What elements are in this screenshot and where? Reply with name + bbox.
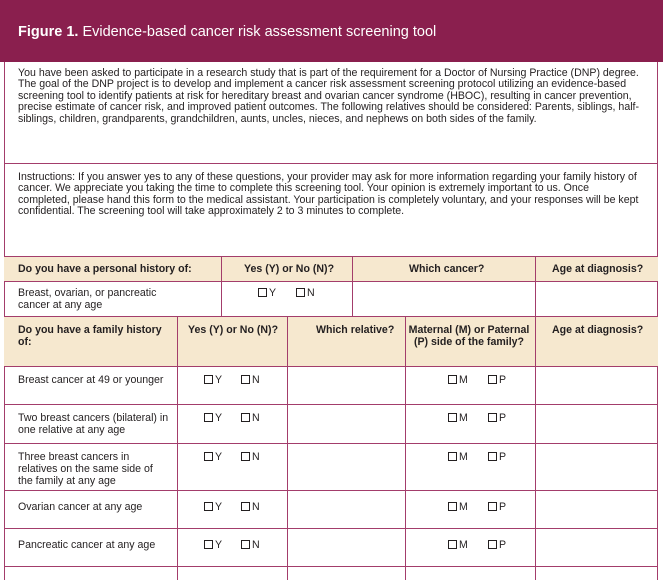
figure-caption	[18, 24, 436, 40]
family-maternal-option[interactable]	[448, 539, 468, 551]
checkbox-icon	[448, 413, 457, 422]
intro-paragraph: You have been asked to participate in a research study that is part of the requirement for a Doctor of Nursing Practice (DNP) degree. The goal of the DNP project is to develop and implement a cancer risk assessment screening protocol utilizing an evidence-based screening tool to identify patients at risk for hereditary breast and ovarian cancer syndrome (HBOC), resulting in cancer prevention, precise estimate of cancer risk, and improved patient outcomes. The following relatives should be considered: Parents, siblings, half-siblings, children, grandparents, grandchildren, aunts, uncles, nieces, and nephews on both sides of the family.	[18, 67, 640, 125]
checkbox-icon	[448, 540, 457, 549]
option-label: P	[499, 501, 507, 513]
family-col-divider-2	[287, 317, 288, 580]
figure-title: Evidence-based cancer risk assessment screening tool	[82, 24, 437, 40]
checkbox-icon	[258, 288, 267, 297]
row-divider	[4, 566, 658, 567]
option-label: Y	[215, 412, 223, 424]
rule-personal-header-bottom	[4, 281, 658, 282]
option-label: N	[307, 287, 315, 299]
instructions-paragraph: Instructions: If you answer yes to any of these questions, your provider may ask for more information regarding your family history of cancer. We appreciate you taking the time to complete this screening tool. Your opinion is extremely important to us. Once completed, please hand this form to the medical assistant. Your participation is completely voluntary, and your responses will be kept confidential. The screening tool will take approximately 2 to 3 minutes to complete.	[18, 171, 639, 218]
rule-personal-top	[4, 256, 658, 257]
family-col-divider-3	[405, 317, 406, 580]
family-relative-header: Which relative?	[316, 324, 395, 336]
option-label: N	[252, 539, 260, 551]
option-label: Y	[215, 501, 223, 513]
option-label: M	[459, 374, 468, 386]
family-row-label: Two breast cancers (bilateral) in one relative at any age	[18, 412, 169, 436]
checkbox-icon	[488, 540, 497, 549]
option-label: M	[459, 539, 468, 551]
checkbox-icon	[448, 375, 457, 384]
rule-family-header-bottom	[4, 366, 658, 367]
checkbox-icon	[448, 502, 457, 511]
family-row-label: Pancreatic cancer at any age	[18, 539, 156, 551]
family-yes-option[interactable]	[204, 374, 222, 386]
family-maternal-option[interactable]	[448, 451, 468, 463]
row-divider	[4, 490, 658, 491]
figure-header	[0, 0, 663, 62]
family-no-option[interactable]	[241, 539, 260, 551]
family-row-label: Breast cancer at 49 or younger	[18, 374, 164, 386]
option-label: P	[499, 451, 507, 463]
option-label: Y	[215, 374, 223, 386]
family-row-label: Three breast cancers in relatives on the same side of the family at any age	[18, 451, 153, 487]
option-label: P	[499, 374, 507, 386]
family-yes-option[interactable]	[204, 539, 222, 551]
option-label: M	[459, 412, 468, 424]
checkbox-icon	[204, 413, 213, 422]
checkbox-icon	[241, 452, 250, 461]
checkbox-icon	[488, 413, 497, 422]
divider-intro	[4, 163, 658, 164]
option-label: N	[252, 374, 260, 386]
checkbox-icon	[241, 502, 250, 511]
figure-label: Figure 1.	[18, 24, 79, 40]
family-col-divider-1	[177, 317, 178, 580]
family-paternal-option[interactable]	[488, 412, 506, 424]
family-no-option[interactable]	[241, 374, 260, 386]
family-yes-option[interactable]	[204, 412, 222, 424]
checkbox-icon	[448, 452, 457, 461]
option-label: P	[499, 539, 507, 551]
family-col-divider-4	[535, 317, 536, 580]
family-maternal-option[interactable]	[448, 374, 468, 386]
personal-which-cancer-header: Which cancer?	[409, 263, 485, 275]
checkbox-icon	[241, 540, 250, 549]
family-no-option[interactable]	[241, 501, 260, 513]
option-label: N	[252, 412, 260, 424]
family-no-option[interactable]	[241, 412, 260, 424]
family-yes-option[interactable]	[204, 501, 222, 513]
checkbox-icon	[204, 502, 213, 511]
option-label: M	[459, 501, 468, 513]
checkbox-icon	[488, 375, 497, 384]
checkbox-icon	[204, 375, 213, 384]
personal-age-header: Age at diagnosis?	[552, 263, 644, 275]
personal-yesno-header: Yes (Y) or No (N)?	[244, 263, 335, 275]
family-side-header: Maternal (M) or Paternal (P) side of the family?	[408, 324, 530, 348]
family-no-option[interactable]	[241, 451, 260, 463]
family-yes-option[interactable]	[204, 451, 222, 463]
family-row-label: Ovarian cancer at any age	[18, 501, 143, 513]
personal-col-divider-3	[535, 256, 536, 316]
personal-col-divider-1	[221, 256, 222, 316]
family-age-header: Age at diagnosis?	[552, 324, 644, 336]
family-question-header: Do you have a family history of:	[18, 324, 162, 348]
checkbox-icon	[241, 375, 250, 384]
family-maternal-option[interactable]	[448, 412, 468, 424]
personal-no-option[interactable]	[296, 287, 315, 299]
family-paternal-option[interactable]	[488, 501, 506, 513]
family-yesno-header: Yes (Y) or No (N)?	[188, 324, 279, 336]
family-paternal-option[interactable]	[488, 451, 506, 463]
option-label: Y	[269, 287, 277, 299]
family-maternal-option[interactable]	[448, 501, 468, 513]
option-label: N	[252, 451, 260, 463]
family-paternal-option[interactable]	[488, 539, 506, 551]
personal-yes-option[interactable]	[258, 287, 276, 299]
option-label: P	[499, 412, 507, 424]
option-label: Y	[215, 539, 223, 551]
personal-col-divider-2	[352, 256, 353, 316]
checkbox-icon	[241, 413, 250, 422]
checkbox-icon	[296, 288, 305, 297]
row-divider	[4, 443, 658, 444]
personal-row-label: Breast, ovarian, or pancreatic cancer at any age	[18, 287, 157, 311]
row-divider	[4, 528, 658, 529]
checkbox-icon	[488, 502, 497, 511]
personal-question-header: Do you have a personal history of:	[18, 263, 192, 275]
family-paternal-option[interactable]	[488, 374, 506, 386]
option-label: M	[459, 451, 468, 463]
option-label: Y	[215, 451, 223, 463]
checkbox-icon	[488, 452, 497, 461]
checkbox-icon	[204, 452, 213, 461]
checkbox-icon	[204, 540, 213, 549]
option-label: N	[252, 501, 260, 513]
row-divider	[4, 404, 658, 405]
